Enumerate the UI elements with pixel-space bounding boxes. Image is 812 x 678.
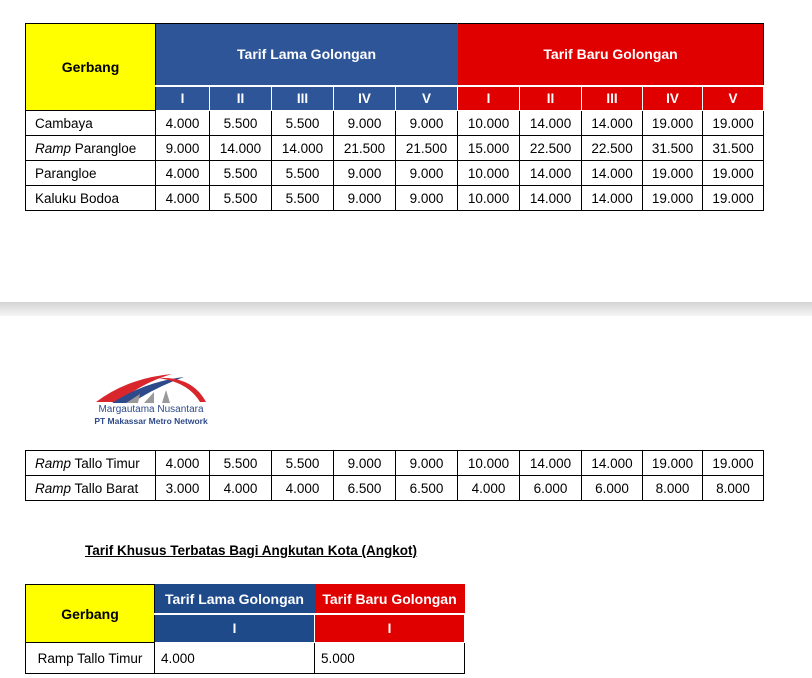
gate-name bbox=[26, 186, 156, 211]
tariff-cell: 10.000 bbox=[458, 161, 520, 186]
tariff-cell: 19.000 bbox=[703, 161, 764, 186]
tariff-cell: 5.500 bbox=[272, 111, 334, 136]
tariff-cell: 31.500 bbox=[643, 136, 703, 161]
tariff-cell: 21.500 bbox=[396, 136, 458, 161]
gate-prefix: Ramp bbox=[35, 140, 72, 156]
gate-label: Kaluku Bodoa bbox=[35, 190, 120, 206]
road-swoosh-icon bbox=[88, 372, 214, 406]
tariff-cell: 3.000 bbox=[156, 476, 210, 501]
gate-name bbox=[26, 476, 156, 501]
tariff-cell: 9.000 bbox=[396, 186, 458, 211]
gate-prefix: Ramp bbox=[35, 480, 72, 496]
new-class-header: II bbox=[520, 86, 582, 111]
old-class-header: III bbox=[272, 86, 334, 111]
tariff-cell: 19.000 bbox=[703, 451, 764, 476]
tariff-cell: 9.000 bbox=[334, 161, 396, 186]
tariff-cell: 19.000 bbox=[643, 186, 703, 211]
table-row bbox=[26, 643, 465, 674]
tariff-cell: 4.000 bbox=[272, 476, 334, 501]
tariff-cell: 19.000 bbox=[643, 111, 703, 136]
tariff-cell: 9.000 bbox=[334, 111, 396, 136]
logo-company-text: PT Makassar Metro Network bbox=[94, 416, 208, 426]
tariff-cell: 6.500 bbox=[396, 476, 458, 501]
old-tariff-header: Tarif Lama Golongan bbox=[156, 24, 458, 86]
ramp-tariff-table bbox=[25, 450, 764, 501]
tariff-cell: 4.000 bbox=[156, 186, 210, 211]
table-row bbox=[26, 161, 764, 186]
gate-header: Gerbang bbox=[26, 24, 156, 111]
table-row bbox=[26, 111, 764, 136]
tariff-cell: 5.500 bbox=[272, 161, 334, 186]
table-row bbox=[26, 186, 764, 211]
gate-label: Parangloe bbox=[35, 165, 97, 181]
gate-name bbox=[26, 161, 156, 186]
tariff-cell: 4.000 bbox=[210, 476, 272, 501]
gate-header: Gerbang bbox=[26, 585, 155, 643]
tariff-cell: 14.000 bbox=[520, 186, 582, 211]
new-tariff-header: Tarif Baru Golongan bbox=[458, 24, 764, 86]
gate-label: Parangloe bbox=[71, 140, 137, 156]
tariff-cell: 5.500 bbox=[272, 186, 334, 211]
tariff-cell: 14.000 bbox=[582, 186, 643, 211]
tariff-cell: 14.000 bbox=[520, 161, 582, 186]
tariff-cell: 8.000 bbox=[703, 476, 764, 501]
gate-label: Cambaya bbox=[35, 115, 93, 131]
gate-name bbox=[26, 451, 156, 476]
tariff-cell: 5.500 bbox=[272, 451, 334, 476]
tariff-cell: 6.000 bbox=[520, 476, 582, 501]
gate-prefix: Ramp bbox=[35, 455, 72, 471]
old-class-header: I bbox=[155, 614, 315, 643]
page-separator bbox=[0, 302, 812, 316]
old-tariff-header: Tarif Lama Golongan bbox=[155, 585, 315, 614]
tariff-cell: 14.000 bbox=[210, 136, 272, 161]
tariff-cell: 5.500 bbox=[210, 111, 272, 136]
tariff-cell: 19.000 bbox=[643, 161, 703, 186]
tariff-cell: 5.500 bbox=[210, 451, 272, 476]
new-class-header: I bbox=[315, 614, 465, 643]
tariff-cell: 31.500 bbox=[703, 136, 764, 161]
tariff-cell: 21.500 bbox=[334, 136, 396, 161]
table-row bbox=[26, 451, 764, 476]
tariff-cell: 10.000 bbox=[458, 451, 520, 476]
tariff-cell: 9.000 bbox=[396, 451, 458, 476]
tariff-cell: 19.000 bbox=[703, 186, 764, 211]
gate-label: Tallo Timur bbox=[71, 455, 140, 471]
special-tariff-table bbox=[25, 584, 465, 674]
tariff-cell: 4.000 bbox=[156, 161, 210, 186]
tariff-cell: 19.000 bbox=[643, 451, 703, 476]
gate-name bbox=[26, 111, 156, 136]
tariff-cell: 22.500 bbox=[520, 136, 582, 161]
tariff-cell: 9.000 bbox=[396, 161, 458, 186]
tariff-cell: 6.000 bbox=[582, 476, 643, 501]
tariff-cell: 14.000 bbox=[582, 451, 643, 476]
tariff-cell: 4.000 bbox=[156, 451, 210, 476]
table-row bbox=[26, 476, 764, 501]
new-class-header: IV bbox=[643, 86, 703, 111]
tariff-cell: 5.000 bbox=[315, 643, 465, 674]
tariff-cell: 19.000 bbox=[703, 111, 764, 136]
tariff-cell: 14.000 bbox=[520, 111, 582, 136]
new-class-header: I bbox=[458, 86, 520, 111]
tariff-cell: 10.000 bbox=[458, 186, 520, 211]
tariff-cell: 4.000 bbox=[155, 643, 315, 674]
tariff-cell: 15.000 bbox=[458, 136, 520, 161]
tariff-cell: 4.000 bbox=[458, 476, 520, 501]
tariff-cell: 5.500 bbox=[210, 186, 272, 211]
main-tariff-table bbox=[25, 23, 764, 211]
new-class-header: III bbox=[582, 86, 643, 111]
old-class-header: V bbox=[396, 86, 458, 111]
tariff-cell: 9.000 bbox=[396, 111, 458, 136]
tariff-cell: 8.000 bbox=[643, 476, 703, 501]
new-tariff-header: Tarif Baru Golongan bbox=[315, 585, 465, 614]
tariff-cell: 14.000 bbox=[582, 111, 643, 136]
tariff-cell: 14.000 bbox=[520, 451, 582, 476]
tariff-cell: 22.500 bbox=[582, 136, 643, 161]
tariff-cell: 10.000 bbox=[458, 111, 520, 136]
tariff-cell: 9.000 bbox=[156, 136, 210, 161]
old-class-header: I bbox=[156, 86, 210, 111]
special-tariff-title: Tarif Khusus Terbatas Bagi Angkutan Kota (Angkot) bbox=[85, 543, 418, 558]
old-class-header: IV bbox=[334, 86, 396, 111]
tariff-cell: 6.500 bbox=[334, 476, 396, 501]
new-class-header: V bbox=[703, 86, 764, 111]
tariff-cell: 4.000 bbox=[156, 111, 210, 136]
tariff-cell: 14.000 bbox=[582, 161, 643, 186]
table-row bbox=[26, 136, 764, 161]
logo-brand-text: Margautama Nusantara bbox=[98, 404, 204, 415]
tariff-cell: 5.500 bbox=[210, 161, 272, 186]
gate-name bbox=[26, 136, 156, 161]
tariff-cell: 9.000 bbox=[334, 186, 396, 211]
tariff-cell: 9.000 bbox=[334, 451, 396, 476]
tariff-cell: 14.000 bbox=[272, 136, 334, 161]
old-class-header: II bbox=[210, 86, 272, 111]
company-logo bbox=[88, 372, 214, 432]
gate-label: Tallo Barat bbox=[71, 480, 139, 496]
gate-name: Ramp Tallo Timur bbox=[26, 643, 155, 674]
